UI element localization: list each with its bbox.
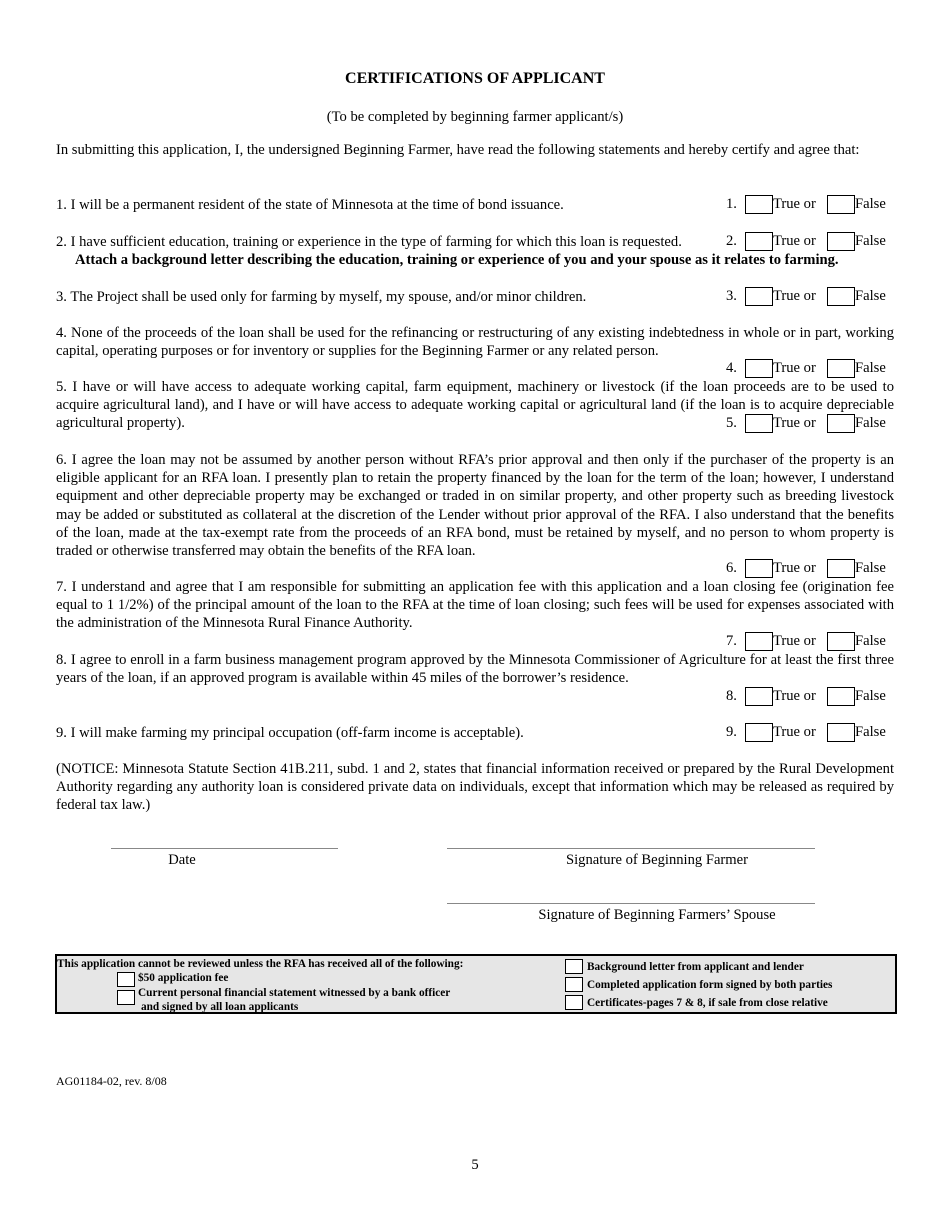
application-form-item: Completed application form signed by both parties — [587, 979, 833, 991]
true-label: True or — [773, 560, 816, 576]
item-8-answer-number: 8. — [726, 688, 737, 704]
certificates-checkbox[interactable] — [565, 995, 583, 1010]
item-6-answer — [726, 558, 896, 578]
true-label: True or — [773, 360, 816, 376]
false-label: False — [855, 288, 886, 304]
item-9-text: 9. I will make farming my principal occupation (off-farm income is acceptable). — [56, 725, 524, 741]
item-7-answer-number: 7. — [726, 633, 737, 649]
true-label: True or — [773, 724, 816, 740]
spouse-signature-line[interactable] — [447, 903, 815, 904]
item-2-note: Attach a background letter describing the education, training or experience of you and your spouse as it relates to farming. — [75, 252, 839, 268]
item-5-false-checkbox[interactable] — [827, 414, 855, 433]
fee-item: $50 application fee — [138, 972, 229, 984]
intro-paragraph: In submitting this application, I, the undersigned Beginning Farmer, have read the following statements and hereby certify and agree that: — [56, 142, 860, 158]
item-3-answer — [726, 286, 896, 306]
notice-paragraph: (NOTICE: Minnesota Statute Section 41B.211, subd. 1 and 2, states that financial information received or prepared by the Rural Development Authority regarding any authority loan is considered private data on individuals, except that information which may be released as required by federal tax law.) — [56, 761, 894, 814]
false-label: False — [855, 633, 886, 649]
item-6-text: 6. I agree the loan may not be assumed by another person without RFA’s prior approval and then only if the purchaser of the property is an eligible applicant for an RFA loan. I presently plan to retain the property financed by the loan for the term of the loan; however, I understand equipment and other depreciable property may be exchanged or traded in on similar property, and other property such as breeding livestock may be added or substituted as collateral at the discretion of the Lender without prior approval of the RFA. I also understand that the benefits of the loan, made at the tax-exempt rate from the proceeds of an RFA bond, must be retained by myself, and no person to whom property is traded or otherwise transferred may obtain the benefits of the RFA loan. — [56, 452, 894, 560]
false-label: False — [855, 688, 886, 704]
item-7-answer — [726, 631, 896, 651]
item-7-text: 7. I understand and agree that I am responsible for submitting an application fee with this application and a loan closing fee (origination fee equal to 1 1/2%) of the principal amount of the loan to the RFA at the time of loan closing; such fees will be used for expenses associated with the administration of the Minnesota Rural Finance Authority. — [56, 579, 894, 632]
date-label: Date — [168, 852, 196, 868]
true-label: True or — [773, 688, 816, 704]
false-label: False — [855, 724, 886, 740]
item-2-answer — [726, 231, 896, 251]
item-5-answer-number: 5. — [726, 415, 737, 431]
item-3-answer-number: 3. — [726, 288, 737, 304]
item-8-false-checkbox[interactable] — [827, 687, 855, 706]
item-7-true-checkbox[interactable] — [745, 632, 773, 651]
item-8-true-checkbox[interactable] — [745, 687, 773, 706]
item-8-text: 8. I agree to enroll in a farm business management program approved by the Minnesota Commissioner of Agriculture for at least the first three years of the loan, if an approved program is available within 45 miles of the borrower’s residence. — [56, 652, 894, 687]
true-label: True or — [773, 233, 816, 249]
item-1-answer — [726, 194, 896, 214]
item-5-answer — [726, 413, 896, 433]
item-9-false-checkbox[interactable] — [827, 723, 855, 742]
item-1-text: 1. I will be a permanent resident of the state of Minnesota at the time of bond issuance. — [56, 197, 564, 213]
item-4-answer — [726, 358, 896, 378]
page-subtitle: (To be completed by beginning farmer applicant/s) — [326, 109, 624, 125]
item-6-true-checkbox[interactable] — [745, 559, 773, 578]
true-label: True or — [773, 633, 816, 649]
page-number: 5 — [471, 1157, 479, 1173]
requirements-box — [55, 954, 897, 1014]
item-2-text: 2. I have sufficient education, training or experience in the type of farming for which this loan is requested. — [56, 234, 682, 250]
true-label: True or — [773, 288, 816, 304]
item-1-answer-number: 1. — [726, 196, 737, 212]
item-2-false-checkbox[interactable] — [827, 232, 855, 251]
item-7-false-checkbox[interactable] — [827, 632, 855, 651]
background-letter-item: Background letter from applicant and lender — [587, 961, 804, 973]
item-4-true-checkbox[interactable] — [745, 359, 773, 378]
item-1-false-checkbox[interactable] — [827, 195, 855, 214]
false-label: False — [855, 233, 886, 249]
financial-statement-checkbox[interactable] — [117, 990, 135, 1005]
item-3-true-checkbox[interactable] — [745, 287, 773, 306]
form-id: AG01184-02, rev. 8/08 — [56, 1074, 167, 1088]
item-6-false-checkbox[interactable] — [827, 559, 855, 578]
true-label: True or — [773, 196, 816, 212]
item-4-false-checkbox[interactable] — [827, 359, 855, 378]
false-label: False — [855, 415, 886, 431]
item-9-answer-number: 9. — [726, 724, 737, 740]
fee-checkbox[interactable] — [117, 972, 135, 987]
item-3-text: 3. The Project shall be used only for farming by myself, my spouse, and/or minor children. — [56, 289, 587, 305]
background-letter-checkbox[interactable] — [565, 959, 583, 974]
farmer-signature-label: Signature of Beginning Farmer — [566, 852, 748, 868]
item-9-answer — [726, 722, 896, 742]
item-1-true-checkbox[interactable] — [745, 195, 773, 214]
false-label: False — [855, 360, 886, 376]
requirements-heading: This application cannot be reviewed unless the RFA has received all of the following: — [57, 958, 464, 970]
date-line[interactable] — [111, 848, 338, 849]
item-2-answer-number: 2. — [726, 233, 737, 249]
certificates-item: Certificates-pages 7 & 8, if sale from close relative — [587, 997, 828, 1009]
item-4-answer-number: 4. — [726, 360, 737, 376]
financial-statement-item: Current personal financial statement witnessed by a bank officer — [138, 987, 451, 999]
page-title: CERTIFICATIONS OF APPLICANT — [345, 70, 605, 87]
item-2-true-checkbox[interactable] — [745, 232, 773, 251]
false-label: False — [855, 560, 886, 576]
item-6-answer-number: 6. — [726, 560, 737, 576]
farmer-signature-line[interactable] — [447, 848, 815, 849]
item-9-true-checkbox[interactable] — [745, 723, 773, 742]
application-form-checkbox[interactable] — [565, 977, 583, 992]
item-4-text: 4. None of the proceeds of the loan shall be used for the refinancing or restructuring of any existing indebtedness in whole or in part, working capital, operating purposes or for inventory or supplies for the Beginning Farmer or any related person. — [56, 325, 894, 360]
spouse-signature-label: Signature of Beginning Farmers’ Spouse — [538, 907, 776, 923]
financial-statement-item-cont: and signed by all loan applicants — [141, 1001, 299, 1013]
false-label: False — [855, 196, 886, 212]
true-label: True or — [773, 415, 816, 431]
item-5-text: 5. I have or will have access to adequate working capital, farm equipment, machinery or livestock (if the loan proceeds are to be used to acquire agricultural land), and I have or will have access to adequate working capital or agricultural land (if the loan is to acquire depreciable agricultural property). — [56, 379, 894, 432]
item-3-false-checkbox[interactable] — [827, 287, 855, 306]
item-8-answer — [726, 686, 896, 706]
item-5-true-checkbox[interactable] — [745, 414, 773, 433]
